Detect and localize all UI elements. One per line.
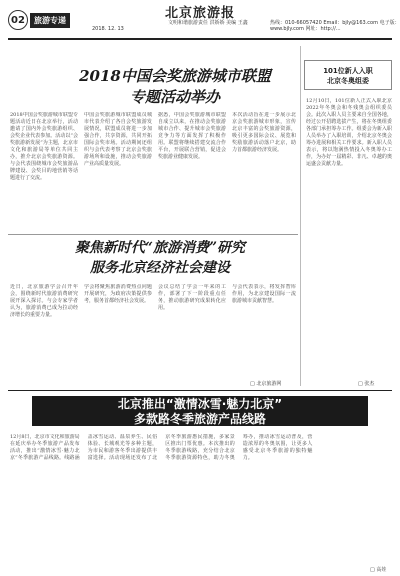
article1-headline-line1: 2018中国会奖旅游城市联盟 — [79, 67, 271, 85]
article2-headline-line1: 聚焦新时代“旅游消费”研究 — [74, 240, 246, 256]
article2-column-4: 与会代表表示，将发挥智库作用，为北京建设国际一流旅游城市贡献智慧。 — [232, 284, 296, 304]
article3-text: 12月8日，北京市文化和旅游局在延庆举办冬季旅游产品发布活动，推出“激情冰雪·魅力北京”冬季旅游产品线路。线路涵盖冰雪运动、温泉养生、民俗体验、长城观光等多种主题，为市民和游客冬季出游提供丰富选择。活动现场还发布了北京冬季旅游惠民措施，多家景区推出门票优惠。本次推出的冬季旅游线路，充分结合北京冬季旅游资源特色，助力冬奥筹办，推动冰雪运动普及，营造浓厚的冬奥氛围，让更多人感受北京冬季旅游的独特魅力。 — [10, 434, 313, 461]
article2-column-3: 会议总结了学会一年来的工作，部署了下一阶段重点任务，推动旅游研究成果转化应用。 — [158, 284, 226, 311]
paper-name: 北京旅游报 — [165, 6, 236, 21]
column-divider — [300, 46, 301, 386]
article3-headline-line1: 北京推出“激情冰雪·魅力北京” — [117, 397, 283, 411]
article3-headline — [32, 397, 368, 427]
article1-column-1: 2018中国会奖旅游城市联盟专题活动近日在北京举行，活动邀请了国内外会奖旅游组织、会奖企业代表参加。活动以“会奖旅游新发展”为主题，北京市文化和旅游局等单位共同主办，推介北京会奖旅游资源。与会代表围绕城市会奖旅游品牌建设、会奖目的地营销等话题进行了交流。 — [10, 112, 78, 181]
article1-column-3: 据悉，中国会奖旅游城市联盟自成立以来，在推动会奖旅游城市合作、提升城市会奖旅游竞争力等方面发挥了积极作用。联盟将继续搭建交流合作平台，开展联合营销，促进会奖旅游业健康发展。 — [158, 112, 226, 160]
sidebar-headline-line2: 北京冬奥组委 — [327, 77, 369, 85]
contact-info: 热线：010-66057420 Email：bjly@163.com 电子版：www.bjly.com 网址：http://... — [270, 20, 400, 32]
section-tag: 旅游专递 — [30, 13, 70, 28]
article2-headline — [30, 238, 290, 278]
sidebar-headline-line1: 101位新人入职 — [323, 67, 373, 75]
bottom-section-rule — [8, 390, 392, 391]
sidebar-text: 12月10日，101位新人正式入职北京2022年冬奥会和冬残奥会组织委员会。此次入职人员主要来自全国各地，经过公开招聘选拔产生，将在冬奥组委各部门承担筹办工作。组委会为新入职人员举办了入职培训，介绍北京冬奥会筹办进展和相关工作要求。新入职人员表示，将以饱满热情投入冬奥筹办工作，为办好一届精彩、非凡、卓越的奥运盛会贡献力量。 — [306, 98, 392, 167]
article1-column-2: 中国会奖旅游城市联盟成员城市代表介绍了各自会奖旅游发展情况，联盟成员将进一步加强合作，共享资源，共同开拓国际会奖市场。活动期间还组织与会代表考察了北京会奖旅游场所和设施，推动会奖旅游产业高质量发展。 — [84, 112, 152, 167]
article1-column-4: 本次活动旨在进一步展示北京会奖旅游城市形象，宣传北京丰富的会奖旅游资源，吸引更多国际会议、展览和奖励旅游活动落户北京，助力首都旅游经济发展。 — [232, 112, 296, 153]
sidebar-byline: □ 张杰 — [358, 381, 375, 387]
issue-date: 2018. 12. 13 — [92, 26, 124, 32]
masthead-rule — [8, 38, 392, 40]
masthead — [0, 0, 400, 40]
article2-column-1: 近日，北京旅游学会召开年会，围绕新时代旅游消费研究展开深入探讨。与会专家学者认为，旅游消费已成为拉动经济增长的重要力量。 — [10, 284, 78, 318]
article2-headline-line2: 服务北京经济社会建设 — [90, 260, 230, 276]
sidebar-headline — [304, 60, 392, 90]
article1-headline — [40, 66, 310, 108]
page-number: 02 — [8, 10, 28, 30]
article2-column-2: 学会将聚焦旅游消费热点问题开展研究，为政府决策提供参考，服务首都经济社会发展。 — [84, 284, 152, 304]
article3-byline: □ 高娃 — [370, 567, 387, 573]
editor-credits: 文明和谐旅游责任 洪娇娇 美编 王鑫 — [168, 20, 248, 26]
article2-byline: □ 北京旅游网 — [250, 381, 282, 387]
section-divider — [8, 234, 298, 235]
article3-headline-line2: 多款路冬季旅游产品线路 — [133, 412, 266, 426]
article1-headline-line2: 专题活动举办 — [129, 88, 220, 106]
